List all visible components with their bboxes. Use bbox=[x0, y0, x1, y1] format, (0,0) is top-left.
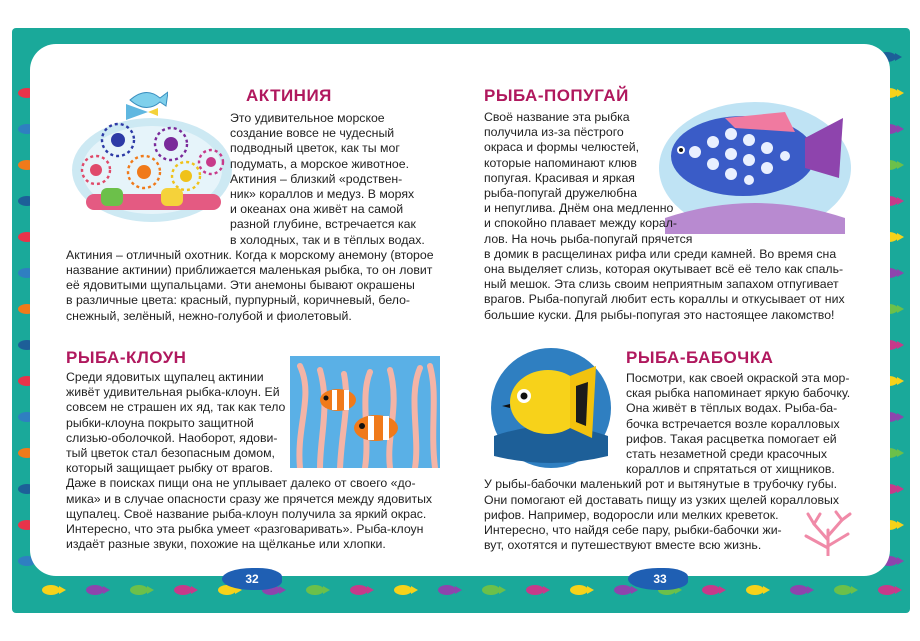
border-sea-critter-icon bbox=[614, 585, 632, 595]
text-line: Интересно, что найдя себе пару, рыбки-бабочки жи- bbox=[484, 523, 782, 538]
text-line: Среди ядовитых щупалец актинии bbox=[66, 370, 264, 384]
border-sea-critter-icon bbox=[130, 585, 148, 595]
text-line: в холодных, так и в тёплых водах. bbox=[230, 232, 425, 247]
border-sea-critter-icon bbox=[174, 585, 192, 595]
section-text-aktiniya bbox=[66, 111, 446, 324]
text-line: стать незаметной среди красочных bbox=[626, 447, 828, 462]
text-line: и океанах она живёт на самой bbox=[230, 202, 404, 217]
text-line: окраса и формы челюстей, bbox=[484, 140, 640, 155]
text-line: и спокойно плавает между корал- bbox=[484, 216, 678, 231]
border-sea-critter-icon bbox=[570, 585, 588, 595]
text-line: рыба-попугай дружелюбна bbox=[484, 186, 637, 201]
section-text-ryba-popugay bbox=[484, 110, 844, 323]
text-line: Посмотри, как своей окраской эта мор- bbox=[626, 371, 850, 385]
border-sea-critter-icon bbox=[438, 585, 456, 595]
text-line: мика» и в случае опасности сразу же прячется между ядовитых bbox=[66, 491, 433, 506]
text-line: название актинии) приближается маленькая рыбка, то он ловит bbox=[66, 263, 433, 278]
text-line: Актиния – близкий «родствен- bbox=[230, 171, 403, 186]
border-sea-critter-icon bbox=[790, 585, 808, 595]
text-line: она выделяет слизь, которая окутывает всё её тело как спаль- bbox=[484, 262, 844, 277]
page-number-left: 32 bbox=[245, 572, 259, 586]
text-line: получила из-за пёстрого bbox=[484, 125, 624, 140]
border-sea-critter-icon bbox=[746, 585, 764, 595]
section-title-ryba-kloun: РЫБА-КЛОУН bbox=[66, 348, 187, 367]
text-line: вут, охотятся и путешествуют вместе всю жизнь. bbox=[484, 538, 762, 553]
text-line: её ядовитыми щупальцами. Эти анемоны бывают окрашены bbox=[66, 278, 415, 293]
page-number-right: 33 bbox=[653, 572, 667, 586]
text-line: подумать, а морское животное. bbox=[230, 156, 410, 171]
text-line: которые напоминают клюв bbox=[484, 155, 637, 170]
text-line: лов. На ночь рыба-попугай прячется bbox=[484, 231, 693, 246]
text-line: бочка встречается возле коралловых bbox=[626, 416, 840, 431]
border-sea-critter-icon bbox=[702, 585, 720, 595]
text-line: ный мешок. Эта слизь своим неприятным запахом отпугивает bbox=[484, 277, 839, 292]
text-line: издаёт разные звуки, похожие на щёлканье или хлопки. bbox=[66, 537, 386, 552]
text-line: тый цветок стал безопасным домом, bbox=[66, 446, 275, 461]
text-line: рифов. Например, водоросли или мелких креветок. bbox=[484, 507, 779, 522]
text-line: разной глубине, встречается как bbox=[230, 217, 416, 232]
text-line: кораллов и спрятаться от хищников. bbox=[626, 462, 835, 477]
border-sea-critter-icon bbox=[306, 585, 324, 595]
text-line: Актиния – отличный охотник. Когда к морскому анемону (второе bbox=[66, 247, 434, 262]
section-title-aktiniya: АКТИНИЯ bbox=[246, 86, 332, 105]
section-text-ryba-kloun bbox=[66, 370, 446, 552]
text-line: ская рыбка напоминает яркую бабочку. bbox=[626, 386, 851, 401]
text-line: создание вовсе не чудесный bbox=[230, 126, 395, 141]
border-sea-critter-icon bbox=[526, 585, 544, 595]
section-title-ryba-babochka: РЫБА-БАБОЧКА bbox=[626, 348, 774, 367]
text-line: У рыбы-бабочки маленький рот и вытянутые в трубочку губы. bbox=[484, 477, 838, 492]
text-line: который защищает рыбку от врагов. bbox=[66, 461, 273, 476]
text-line: Даже в поисках пищи она не уплывает далеко от своего «до- bbox=[66, 476, 416, 491]
text-line: рыбки-клоуна покрыто защитной bbox=[66, 415, 254, 430]
text-line: подводный цветок, как ты мог bbox=[230, 141, 400, 156]
border-sea-critter-icon bbox=[394, 585, 412, 595]
text-line: совсем не страшен их яд, так как тело bbox=[66, 400, 286, 415]
text-line: ник» кораллов и медуз. В морях bbox=[230, 187, 415, 202]
border-sea-critter-icon bbox=[878, 585, 896, 595]
text-line: рифов. Такая расцветка помогает ей bbox=[626, 431, 837, 446]
text-line: живёт удивительная рыбка-клоун. Ей bbox=[66, 385, 280, 400]
section-title-ryba-popugay: РЫБА-ПОПУГАЙ bbox=[484, 86, 629, 105]
border-sea-critter-icon bbox=[350, 585, 368, 595]
border-sea-critter-icon bbox=[86, 585, 104, 595]
text-line: в различные цвета: красный, пурпурный, коричневый, бело- bbox=[66, 293, 411, 308]
text-line: попугая. Красивая и яркая bbox=[484, 170, 635, 185]
text-line: снежный, зелёный, нежно-голубой и фиолетовый. bbox=[66, 308, 352, 323]
text-line: и непуглива. Днём она медленно bbox=[484, 201, 674, 216]
section-text-ryba-babochka bbox=[484, 371, 854, 553]
text-line: Интересно, что эта рыбка умеет «разговаривать». Рыба-клоун bbox=[66, 522, 424, 537]
small-fish-icon bbox=[128, 84, 168, 114]
text-line: врагов. Рыба-попугай любит есть кораллы и откусывает от них bbox=[484, 292, 845, 307]
text-line: Своё название эта рыбка bbox=[484, 110, 630, 124]
text-line: Это удивительное морское bbox=[230, 111, 385, 125]
text-line: Она живёт в тёплых водах. Рыба-ба- bbox=[626, 401, 838, 416]
border-sea-critter-icon bbox=[482, 585, 500, 595]
text-line: большие куски. Для рыбы-попугая это настоящее лакомство! bbox=[484, 307, 835, 322]
border-sea-critter-icon bbox=[42, 585, 60, 595]
text-line: Они помогают ей доставать пищу из узких щелей коралловых bbox=[484, 492, 839, 507]
text-line: щупалец. Своё название рыба-клоун получила за яркий окрас. bbox=[66, 506, 427, 521]
text-line: в домик в расщелинах рифа или среди камней. Во время сна bbox=[484, 246, 837, 261]
text-line: слизью-оболочкой. Наоборот, ядови- bbox=[66, 430, 278, 445]
border-sea-critter-icon bbox=[834, 585, 852, 595]
